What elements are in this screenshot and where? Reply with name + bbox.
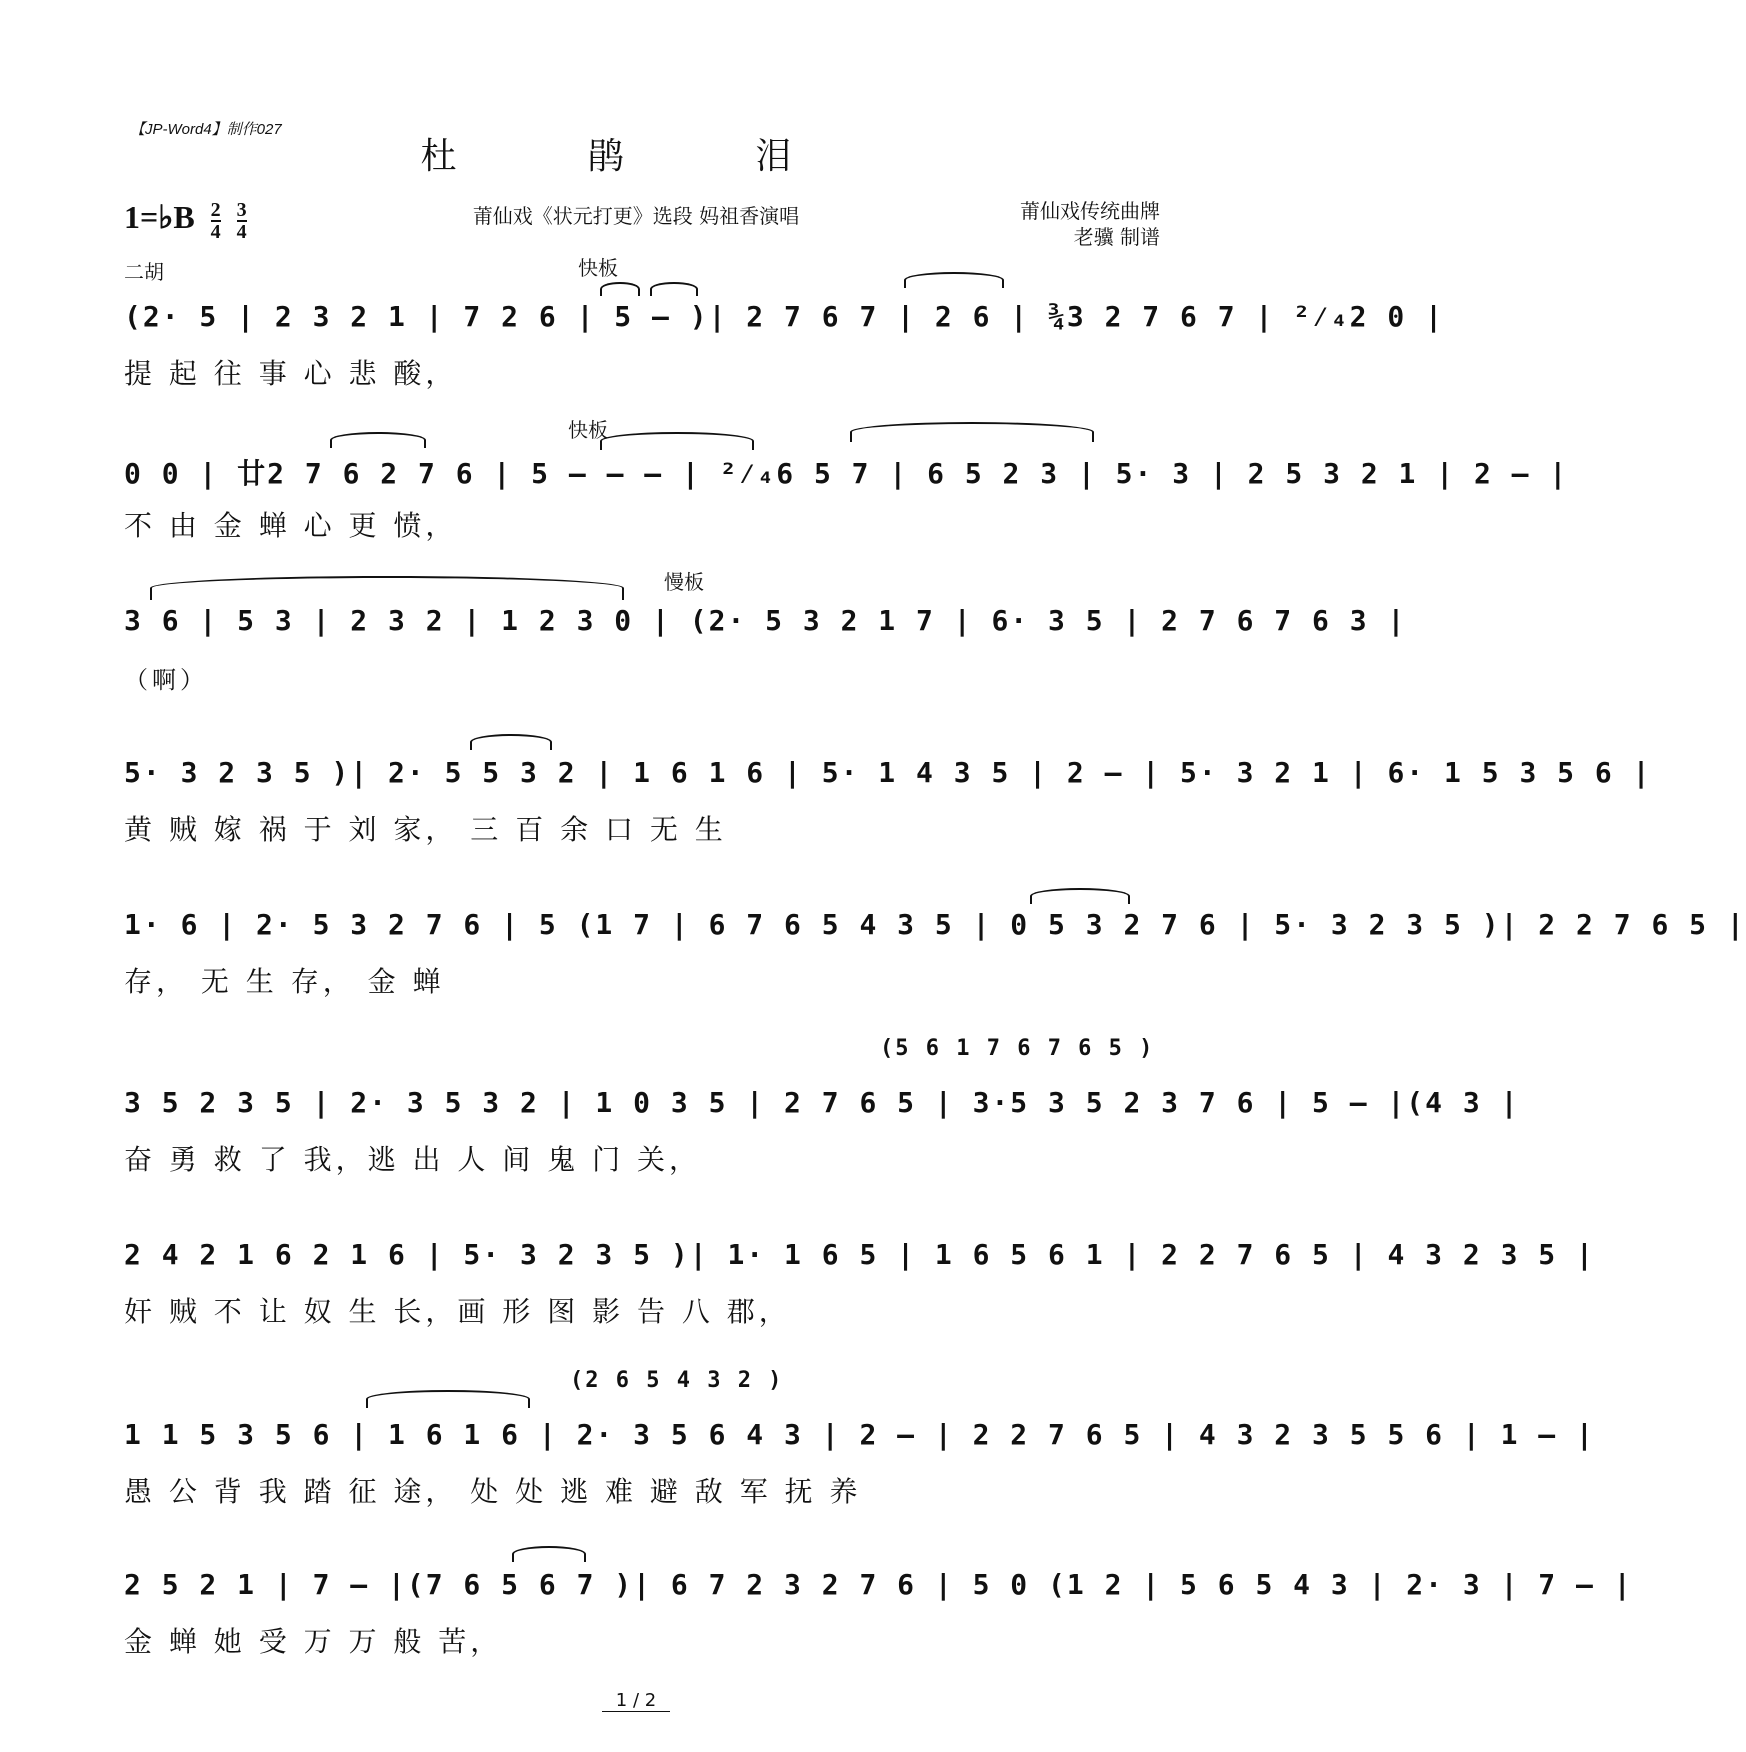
- notation-row-9: 2 5 2 1 | 7 – |(7 6 5 6 7 )| 6 7 2 3 2 7 6 | 5 0 (1 2 | 5 6 5 4 3 | 2· 3 | 7 – |: [124, 1568, 1633, 1601]
- instrument-label: 二胡: [124, 260, 164, 284]
- time1-top: 2: [210, 198, 221, 221]
- slur-mark: [366, 1390, 530, 1408]
- page-number: [0, 1690, 1272, 1711]
- page-number-text: 1 / 2: [602, 1690, 670, 1712]
- subtitle: 莆仙戏《状元打更》选段 妈祖香演唱: [472, 204, 800, 228]
- notation-row-8: 1 1 5 3 5 6 | 1 6 1 6 | 2· 3 5 6 4 3 | 2 – | 2 2 7 6 5 | 4 3 2 3 5 5 6 | 1 – |: [124, 1418, 1595, 1451]
- lyrics-row-2: 不 由 金 蝉 心 更 愤，: [124, 509, 458, 542]
- notation-row-2: 0 0 | 廿2 7 6 2 7 6 | 5 – – – | ²⁄₄6 5 7 | 6 5 2 3 | 5· 3 | 2 5 3 2 1 | 2 – |: [124, 457, 1569, 490]
- tempo-mark-kuaiban-2: 快板: [568, 418, 608, 442]
- lyric-ah: （啊）: [124, 666, 208, 694]
- lyrics-row-8: 愚 公 背 我 踏 征 途， 处 处 逃 难 避 敌 军 抚 养: [124, 1475, 862, 1508]
- slur-mark: [904, 272, 1004, 288]
- time1-bottom: 4: [210, 220, 221, 243]
- notation-row-6: 3 5 2 3 5 | 2· 3 5 3 2 | 1 0 3 5 | 2 7 6 5 | 3·5 3 5 2 3 7 6 | 5 – |(4 3 |: [124, 1086, 1520, 1119]
- page-title: 杜 鹃 泪: [420, 136, 852, 177]
- slur-mark: [1030, 888, 1130, 904]
- notation-row-7: 2 4 2 1 6 2 1 6 | 5· 3 2 3 5 )| 1· 1 6 5 | 1 6 5 6 1 | 2 2 7 6 5 | 4 3 2 3 5 |: [124, 1238, 1595, 1271]
- lyrics-row-1: 提 起 往 事 心 悲 酸，: [124, 357, 458, 390]
- slur-mark: [512, 1546, 586, 1562]
- time2-bottom: 4: [236, 220, 247, 243]
- notation-row-4: 5· 3 2 3 5 )| 2· 5 5 3 2 | 1 6 1 6 | 5· 1 4 3 5 | 2 – | 5· 3 2 1 | 6· 1 5 3 5 6 |: [124, 756, 1652, 789]
- notation-above-row-6: (5 6 1 7 6 7 6 5 ): [880, 1036, 1155, 1061]
- lyrics-row-6: 奋 勇 救 了 我，逃 出 人 间 鬼 门 关，: [124, 1143, 702, 1176]
- slur-mark: [330, 432, 426, 448]
- slur-mark: [470, 734, 552, 750]
- lyrics-row-7: 奸 贼 不 让 奴 生 长，画 形 图 影 告 八 郡，: [124, 1295, 791, 1328]
- notation-above-row-8: (2 6 5 4 3 2 ): [570, 1368, 784, 1393]
- slur-mark: [600, 282, 640, 296]
- composer-info: [1020, 198, 1160, 250]
- key-text: 1=♭B: [124, 199, 195, 235]
- composer-line-2: 老骥 制谱: [1073, 225, 1160, 249]
- time2-top: 3: [236, 198, 247, 221]
- lyrics-row-9: 金 蝉 她 受 万 万 般 苦，: [124, 1625, 503, 1658]
- notation-row-1: (2· 5 | 2 3 2 1 | 7 2 6 | 5 – )| 2 7 6 7 | 2 6 | ¾3 2 7 6 7 | ²⁄₄2 0 |: [124, 300, 1444, 333]
- notation-row-3: 3 6 | 5 3 | 2 3 2 | 1 2 3 0 | (2· 5 3 2 1 7 | 6· 3 5 | 2 7 6 7 6 3 |: [124, 604, 1407, 637]
- lyrics-row-5: 存， 无 生 存， 金 蝉: [124, 965, 445, 998]
- notation-row-5: 1· 6 | 2· 5 3 2 7 6 | 5 (1 7 | 6 7 6 5 4 3 5 | 0 5 3 2 7 6 | 5· 3 2 3 5 )| 2 2 7 6 5 |: [124, 908, 1746, 941]
- slur-mark: [150, 576, 624, 600]
- lyrics-row-4: 黄 贼 嫁 祸 于 刘 家， 三 百 余 口 无 生: [124, 813, 727, 846]
- credit-text: 【JP-Word4】制作027: [130, 121, 282, 138]
- tempo-mark-manban: 慢板: [664, 570, 704, 594]
- composer-line-1: 莆仙戏传统曲牌: [1020, 199, 1160, 223]
- slur-mark: [600, 432, 754, 450]
- slur-mark: [650, 282, 698, 296]
- slur-mark: [850, 422, 1094, 442]
- tempo-mark-kuaiban-1: 快板: [578, 256, 618, 280]
